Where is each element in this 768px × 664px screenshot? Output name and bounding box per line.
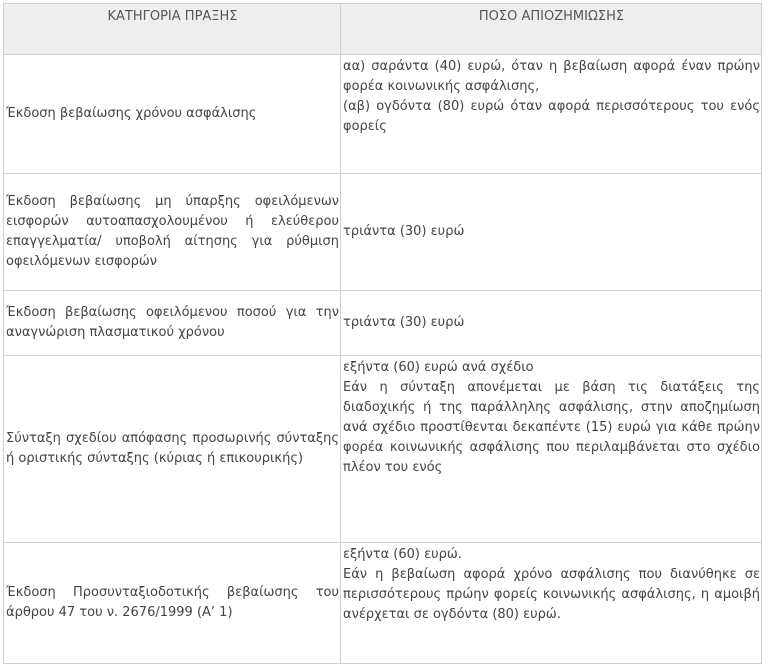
- category-cell: Σύνταξη σχεδίου απόφασης προσωρινής σύνταξης ή οριστικής σύνταξης (κύριας ή επικουρικής): [4, 356, 341, 543]
- amount-line: Εάν η σύνταξη απονέμεται με βάση τις διατάξεις της διαδοχικής ή της παράλληλης ασφάλισης, στην αποζημίωση ανά σχέδιο προστίθενται δεκαπέντε (15) ευρώ για κάθε πρώην φορέα κοινωνικής ασφάλισης που περιλαμβάνεται στο σχέδιο πλέον του ενός: [343, 380, 760, 475]
- amount-line: εξήντα (60) ευρώ ανά σχέδιο: [343, 360, 534, 375]
- amount-cell: [341, 543, 762, 664]
- table-row: [4, 174, 762, 291]
- table-row: [4, 291, 762, 356]
- amount-line: αα) σαράντα (40) ευρώ, όταν η βεβαίωση αφορά έναν πρώην φορέα κοινωνικής ασφάλισης,: [343, 59, 760, 94]
- amount-line: τριάντα (30) ευρώ: [343, 315, 465, 330]
- header-category: ΚΑΤΗΓΟΡΙΑ ΠΡΑΞΗΣ: [4, 4, 341, 55]
- amount-line: εξήντα (60) ευρώ.: [343, 547, 462, 562]
- amount-cell: [341, 356, 762, 543]
- amount-line: Εάν η βεβαίωση αφορά χρόνο ασφάλισης που διανύθηκε σε περισσότερους πρώην φορείς κοινωνικής ασφάλισης, η αμοιβή ανέρχεται σε ογδόντα (80) ευρώ.: [343, 567, 760, 622]
- category-cell: Έκδοση βεβαίωσης μη ύπαρξης οφειλόμενων εισφορών αυτοαπασχολουμένου ή ελεύθερου επαγγελματία/ υποβολή αίτησης για ρύθμιση οφειλόμενων εισφορών: [4, 174, 341, 291]
- compensation-table: [3, 3, 762, 664]
- table-row: [4, 356, 762, 543]
- table-header-row: [4, 4, 762, 55]
- table-row: [4, 55, 762, 174]
- amount-cell: [341, 55, 762, 174]
- category-cell: Έκδοση βεβαίωσης χρόνου ασφάλισης: [4, 55, 341, 174]
- category-cell: Έκδοση βεβαίωσης οφειλόμενου ποσού για την αναγνώριση πλασματικού χρόνου: [4, 291, 341, 356]
- amount-line: τριάντα (30) ευρώ: [343, 224, 465, 239]
- table-row: [4, 543, 762, 664]
- category-cell: Έκδοση Προσυνταξιοδοτικής βεβαίωσης του άρθρου 47 του ν. 2676/1999 (Α’ 1): [4, 543, 341, 664]
- amount-cell: [341, 174, 762, 291]
- header-amount: ΠΟΣΟ ΑΠΙΟΖΗΜΙΩΣΗΣ: [341, 4, 762, 55]
- amount-cell: [341, 291, 762, 356]
- amount-line: (αβ) ογδόντα (80) ευρώ όταν αφορά περισσότερους του ενός φορείς: [343, 99, 760, 134]
